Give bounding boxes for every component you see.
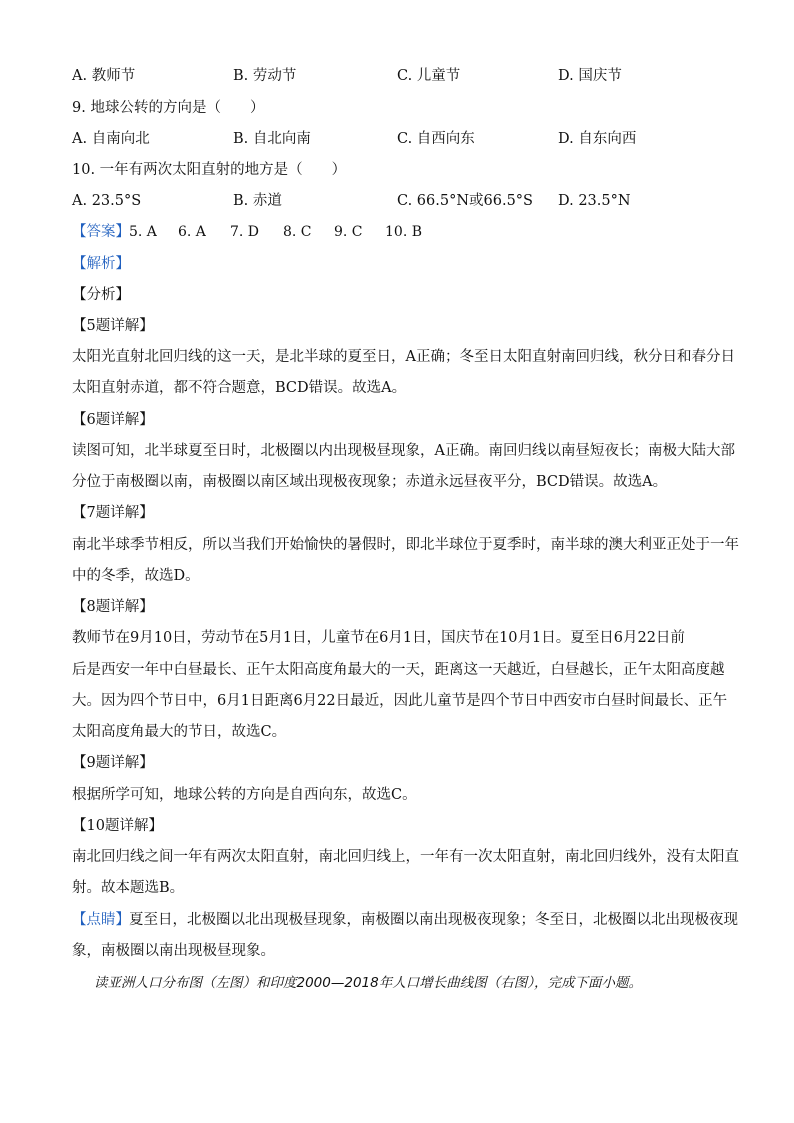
- q9-stem: 9. 地球公转的方向是（ ）: [72, 100, 265, 116]
- next-question-caption: 读亚洲人口分布图（左图）和印度2000—2018年人口增长曲线图（右图），完成下面小题。: [94, 975, 642, 991]
- section-6-line-2: 分位于南极圈以南，南极圈以南区域出现极夜现象；赤道永远昼夜平分，BCD错误。故选A。: [72, 474, 668, 490]
- section-9-tag: 【9题详解】: [72, 755, 154, 771]
- dianjing-tag: 【点睛】: [72, 912, 130, 928]
- q9-option-d: D. 自东向西: [558, 131, 637, 147]
- q9-option-c: C. 自西向东: [397, 131, 475, 147]
- section-6-tag: 【6题详解】: [72, 412, 154, 428]
- q8-option-c: C. 儿童节: [397, 68, 461, 84]
- q8-option-b: B. 劳动节: [233, 68, 297, 84]
- answer-6: 6. A: [178, 224, 206, 240]
- dianjing-line-1: 夏至日，北极圈以北出现极昼现象，南极圈以南出现极夜现象；冬至日，北极圈以北出现极夜现: [129, 912, 738, 928]
- section-8-line-2: 后是西安一年中白昼最长、正午太阳高度角最大的一天，距离这一天越近，白昼越长，正午太阳高度越: [72, 662, 725, 678]
- section-10-tag: 【10题详解】: [72, 818, 163, 834]
- section-7-line-2: 中的冬季，故选D。: [72, 568, 200, 584]
- fenxi-tag: 【分析】: [72, 287, 130, 303]
- answer-10: 10. B: [385, 224, 423, 240]
- section-8-line-1: 教师节在9月10日，劳动节在5月1日，儿童节在6月1日，国庆节在10月1日。夏至日6月22日前: [72, 630, 685, 646]
- answer-tag: 【答案】: [72, 224, 130, 240]
- q8-option-a: A. 教师节: [72, 68, 136, 84]
- section-7-tag: 【7题详解】: [72, 505, 154, 521]
- section-10-line-1: 南北回归线之间一年有两次太阳直射，南北回归线上，一年有一次太阳直射，南北回归线外，没有太阳直: [72, 849, 739, 865]
- q10-option-b: B. 赤道: [233, 193, 282, 209]
- section-8-line-4: 太阳高度角最大的节日，故选C。: [72, 724, 287, 740]
- q10-stem: 10. 一年有两次太阳直射的地方是（ ）: [72, 162, 347, 178]
- answer-7: 7. D: [230, 224, 260, 240]
- section-7-line-1: 南北半球季节相反，所以当我们开始愉快的暑假时，即北半球位于夏季时，南半球的澳大利亚正处于一年: [72, 537, 739, 553]
- section-8-line-3: 大。因为四个节日中，6月1日距离6月22日最近，因此儿童节是四个节日中西安市白昼时间最长、正午: [72, 693, 728, 709]
- section-8-tag: 【8题详解】: [72, 599, 154, 615]
- q10-option-a: A. 23.5°S: [72, 193, 142, 209]
- q9-option-a: A. 自南向北: [72, 131, 150, 147]
- jiexi-tag: 【解析】: [72, 256, 130, 272]
- q8-option-d: D. 国庆节: [558, 68, 622, 84]
- section-6-line-1: 读图可知，北半球夏至日时，北极圈以内出现极昼现象，A正确。南回归线以南昼短夜长；南极大陆大部: [72, 443, 735, 459]
- section-9-line-1: 根据所学可知，地球公转的方向是自西向东，故选C。: [72, 787, 417, 803]
- section-5-line-2: 太阳直射赤道，都不符合题意，BCD错误。故选A。: [72, 380, 407, 396]
- q10-option-c: C. 66.5°N或66.5°S: [397, 193, 533, 209]
- dianjing-line-2: 象，南极圈以南出现极昼现象。: [72, 943, 275, 959]
- q9-option-b: B. 自北向南: [233, 131, 311, 147]
- q10-option-d: D. 23.5°N: [558, 193, 631, 209]
- answer-9: 9. C: [334, 224, 363, 240]
- section-10-line-2: 射。故本题选B。: [72, 880, 185, 896]
- answer-8: 8. C: [283, 224, 312, 240]
- answer-5: 5. A: [129, 224, 157, 240]
- section-5-tag: 【5题详解】: [72, 318, 154, 334]
- section-5-line-1: 太阳光直射北回归线的这一天，是北半球的夏至日，A正确；冬至日太阳直射南回归线，秋分日和春分日: [72, 349, 735, 365]
